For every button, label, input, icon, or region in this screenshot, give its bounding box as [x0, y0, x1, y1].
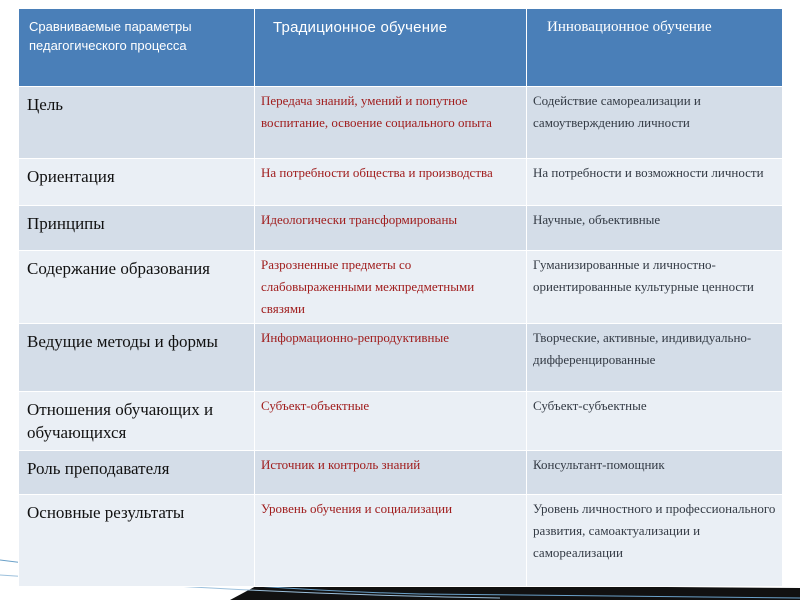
- innovative-cell: Содействие самореализации и самоутверждению личности: [527, 87, 783, 159]
- param-cell: Ориентация: [19, 159, 255, 206]
- param-cell: Цель: [19, 87, 255, 159]
- traditional-cell: Уровень обучения и социализации: [255, 495, 527, 587]
- header-parameters: Сравниваемые параметры педагогического процесса: [19, 9, 255, 87]
- traditional-cell: Субъект-объектные: [255, 392, 527, 451]
- table-row: [19, 392, 783, 451]
- param-cell: Содержание образования: [19, 251, 255, 324]
- table-row: [19, 159, 783, 206]
- traditional-cell: На потребности общества и производства: [255, 159, 527, 206]
- innovative-cell: Уровень личностного и профессионального развития, самоактуализации и самореализации: [527, 495, 783, 587]
- table-row: [19, 87, 783, 159]
- table-row: [19, 451, 783, 495]
- comparison-table: [18, 8, 783, 587]
- param-cell: Роль преподавателя: [19, 451, 255, 495]
- header-innovative: Инновационное обучение: [527, 9, 783, 87]
- innovative-cell: Субъект-субъектные: [527, 392, 783, 451]
- table-row: [19, 324, 783, 392]
- innovative-cell: Консультант-помощник: [527, 451, 783, 495]
- traditional-cell: Источник и контроль знаний: [255, 451, 527, 495]
- header-traditional: Традиционное обучение: [255, 9, 527, 87]
- param-cell: Отношения обучающих и обучающихся: [19, 392, 255, 451]
- table-header-row: [19, 9, 783, 87]
- table-row: [19, 206, 783, 251]
- traditional-cell: Информационно-репродуктивные: [255, 324, 527, 392]
- table-row: [19, 251, 783, 324]
- innovative-cell: Научные, объективные: [527, 206, 783, 251]
- param-cell: Основные результаты: [19, 495, 255, 587]
- innovative-cell: Творческие, активные, индивидуально-дифференцированные: [527, 324, 783, 392]
- innovative-cell: Гуманизированные и личностно-ориентированные культурные ценности: [527, 251, 783, 324]
- traditional-cell: Идеологически трансформированы: [255, 206, 527, 251]
- param-cell: Принципы: [19, 206, 255, 251]
- traditional-cell: Разрозненные предметы со слабовыраженными межпредметными связями: [255, 251, 527, 324]
- table-row: [19, 495, 783, 587]
- traditional-cell: Передача знаний, умений и попутное воспитание, освоение социального опыта: [255, 87, 527, 159]
- innovative-cell: На потребности и возможности личности: [527, 159, 783, 206]
- param-cell: Ведущие методы и формы: [19, 324, 255, 392]
